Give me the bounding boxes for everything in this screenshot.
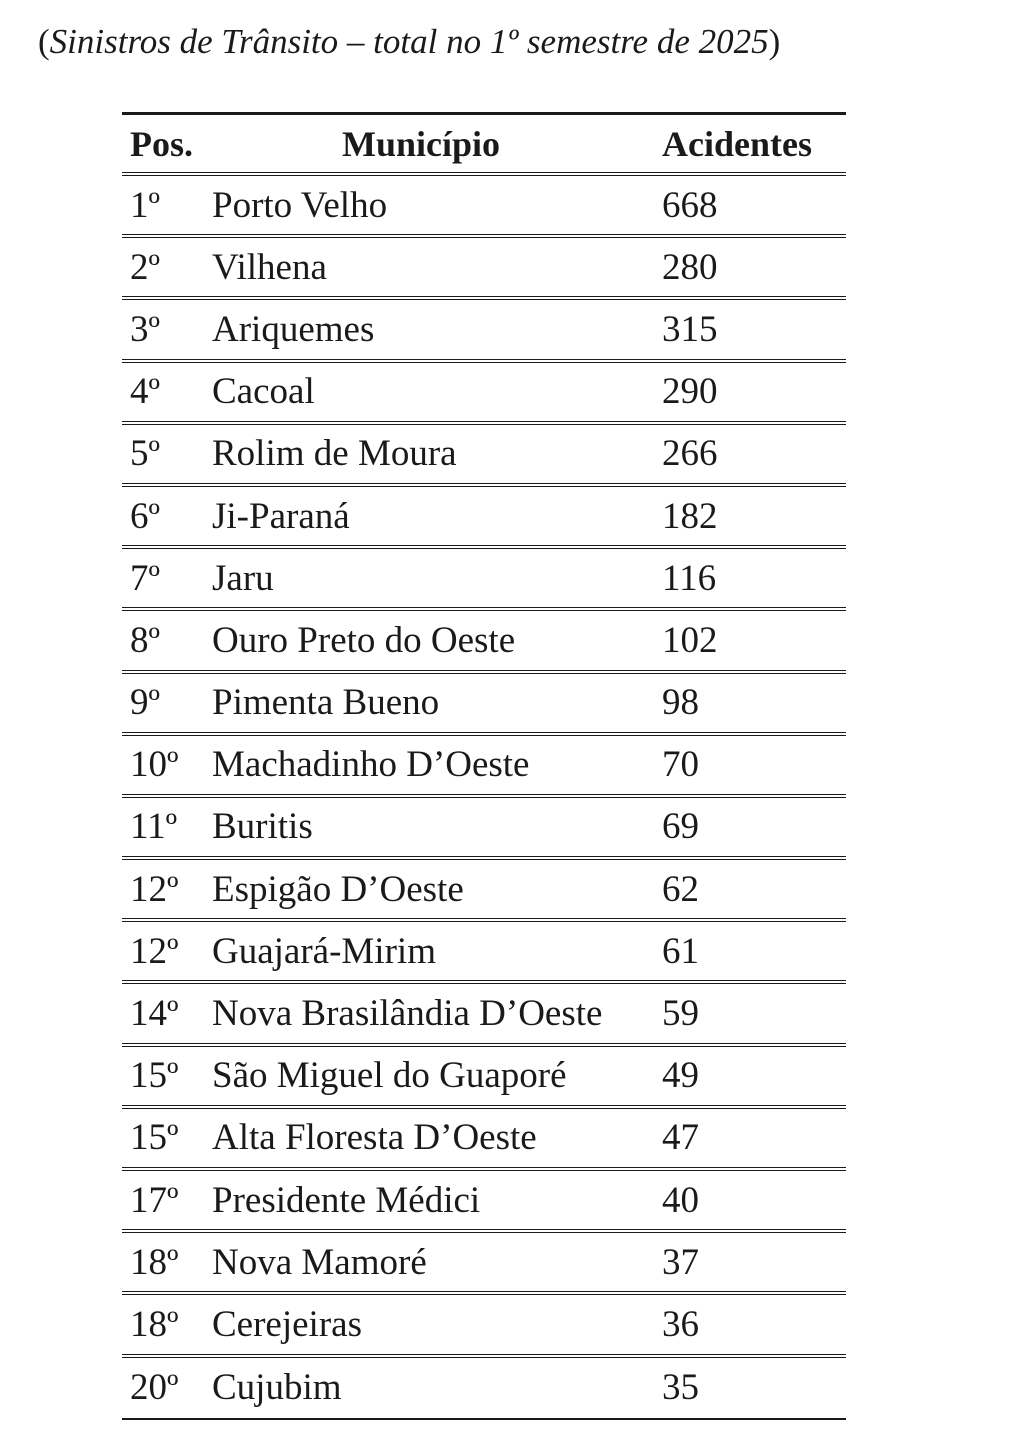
cell-acidentes: 668 xyxy=(662,184,718,226)
cell-pos: 5º xyxy=(130,433,160,475)
cell-pos: 11º xyxy=(130,806,178,848)
cell-municipio: São Miguel do Guaporé xyxy=(212,1055,567,1097)
cell-municipio: Nova Brasilândia D’Oeste xyxy=(212,993,603,1035)
cell-municipio: Cerejeiras xyxy=(212,1303,362,1345)
cell-pos: 3º xyxy=(130,308,160,350)
cell-acidentes: 36 xyxy=(662,1303,699,1345)
cell-municipio: Guajará-Mirim xyxy=(212,930,436,972)
cell-acidentes: 69 xyxy=(662,806,699,848)
cell-acidentes: 182 xyxy=(662,495,718,537)
cell-acidentes: 40 xyxy=(662,1179,699,1221)
cell-pos: 20º xyxy=(130,1367,179,1409)
cell-municipio: Ouro Preto do Oeste xyxy=(212,619,516,661)
cell-pos: 2º xyxy=(130,246,160,288)
caption-open-paren: ( xyxy=(38,22,50,61)
cell-municipio: Ji-Paraná xyxy=(212,495,350,537)
cell-pos: 17º xyxy=(130,1179,179,1221)
table-row xyxy=(122,549,846,611)
cell-pos: 6º xyxy=(130,495,160,537)
table-row xyxy=(122,176,846,238)
table-row xyxy=(122,984,846,1046)
cell-municipio: Cacoal xyxy=(212,371,315,413)
cell-acidentes: 290 xyxy=(662,371,718,413)
cell-acidentes: 47 xyxy=(662,1117,699,1159)
cell-pos: 18º xyxy=(130,1303,179,1345)
header-pos: Pos. xyxy=(130,123,193,164)
cell-municipio: Presidente Médici xyxy=(212,1179,481,1221)
cell-pos: 8º xyxy=(130,619,160,661)
cell-municipio: Nova Mamoré xyxy=(212,1241,427,1283)
caption-text: Sinistros de Trânsito – total no 1º semestre de 2025 xyxy=(49,22,769,61)
cell-municipio: Ariquemes xyxy=(212,308,375,350)
table-caption xyxy=(38,18,780,66)
table-row xyxy=(122,611,846,673)
cell-pos: 18º xyxy=(130,1241,179,1283)
table-header-row xyxy=(122,112,846,176)
header-acidentes: Acidentes xyxy=(662,123,812,164)
cell-acidentes: 266 xyxy=(662,433,718,475)
cell-acidentes: 102 xyxy=(662,619,718,661)
table-row xyxy=(122,922,846,984)
cell-acidentes: 98 xyxy=(662,682,699,724)
cell-pos: 1º xyxy=(130,184,160,226)
cell-pos: 4º xyxy=(130,371,160,413)
table-row xyxy=(122,860,846,922)
table-row xyxy=(122,300,846,362)
table-row xyxy=(122,1358,846,1420)
table-row xyxy=(122,425,846,487)
table-row xyxy=(122,1047,846,1109)
cell-acidentes: 70 xyxy=(662,744,699,786)
cell-municipio: Porto Velho xyxy=(212,184,388,226)
cell-pos: 15º xyxy=(130,1117,179,1159)
cell-municipio: Jaru xyxy=(212,557,274,599)
cell-acidentes: 116 xyxy=(662,557,717,599)
caption-close-paren: ) xyxy=(768,22,781,61)
cell-municipio: Alta Floresta D’Oeste xyxy=(212,1117,537,1159)
table-row xyxy=(122,363,846,425)
cell-acidentes: 61 xyxy=(662,930,699,972)
cell-municipio: Espigão D’Oeste xyxy=(212,868,464,910)
cell-municipio: Machadinho D’Oeste xyxy=(212,744,530,786)
cell-municipio: Rolim de Moura xyxy=(212,433,457,475)
header-municipio: Município xyxy=(342,123,501,164)
table-row xyxy=(122,1233,846,1295)
cell-acidentes: 315 xyxy=(662,308,718,350)
table-row xyxy=(122,1295,846,1357)
cell-pos: 9º xyxy=(130,682,160,724)
cell-pos: 12º xyxy=(130,930,179,972)
table-row xyxy=(122,487,846,549)
table-row xyxy=(122,736,846,798)
cell-pos: 10º xyxy=(130,744,179,786)
cell-acidentes: 62 xyxy=(662,868,699,910)
cell-pos: 14º xyxy=(130,993,179,1035)
cell-acidentes: 280 xyxy=(662,246,718,288)
table-row xyxy=(122,798,846,860)
cell-pos: 12º xyxy=(130,868,179,910)
cell-acidentes: 35 xyxy=(662,1367,699,1409)
cell-municipio: Pimenta Bueno xyxy=(212,682,440,724)
table-row xyxy=(122,674,846,736)
cell-pos: 15º xyxy=(130,1055,179,1097)
table-row xyxy=(122,1109,846,1171)
cell-acidentes: 59 xyxy=(662,993,699,1035)
ranking-table xyxy=(122,112,846,1420)
table-row xyxy=(122,1171,846,1233)
cell-acidentes: 37 xyxy=(662,1241,699,1283)
table-row xyxy=(122,238,846,300)
cell-municipio: Vilhena xyxy=(212,246,327,288)
cell-pos: 7º xyxy=(130,557,160,599)
cell-municipio: Buritis xyxy=(212,806,313,848)
cell-municipio: Cujubim xyxy=(212,1367,342,1409)
cell-acidentes: 49 xyxy=(662,1055,699,1097)
